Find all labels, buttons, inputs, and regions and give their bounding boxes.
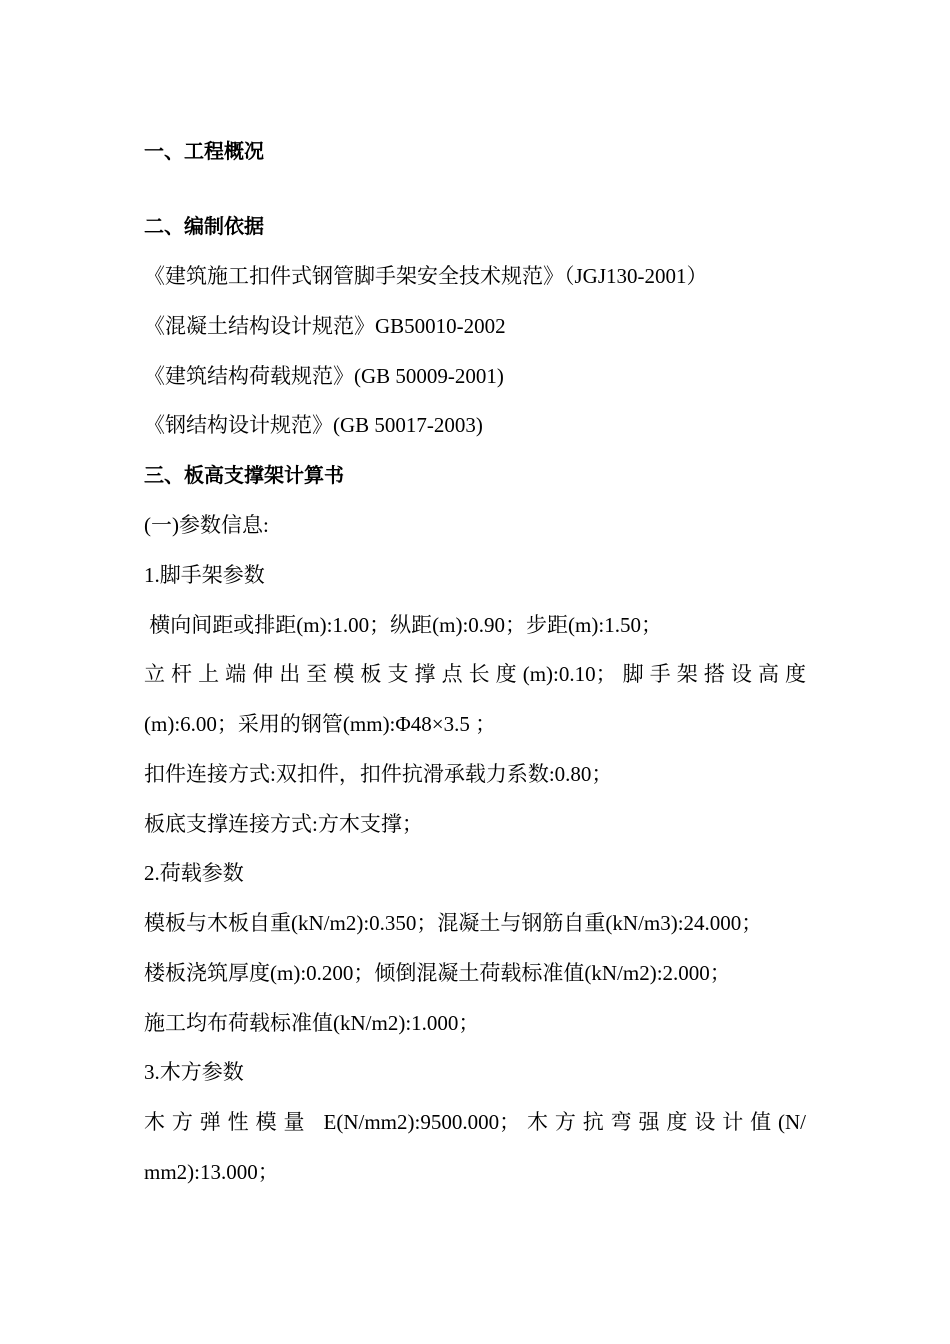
load-params-line: 楼板浇筑厚度(m):0.200；倾倒混凝土荷载标准值(kN/m2):2.000；: [144, 961, 731, 985]
scaffold-params-line: 横向间距或排距(m):1.00；纵距(m):0.90；步距(m):1.50；: [144, 613, 662, 637]
scaffold-params-line: 扣件连接方式:双扣件，扣件抗滑承载力系数:0.80；: [144, 762, 613, 786]
timber-params-line: mm2):13.000；: [144, 1160, 279, 1184]
load-params-line: 模板与木板自重(kN/m2):0.350；混凝土与钢筋自重(kN/m3):24.000；: [144, 911, 763, 935]
reference-item: 《钢结构设计规范》(GB 50017-2003): [144, 413, 483, 437]
scaffold-params-line: (m):6.00；采用的钢管(mm):Φ48×3.5 ；: [144, 712, 497, 736]
scaffold-params-line: 立杆上端伸出至模板支撑点长度(m):0.10；脚手架搭设高度: [144, 662, 806, 686]
timber-params-line: 木方弹性模量 E(N/mm2):9500.000；木方抗弯强度设计值(N/: [144, 1110, 806, 1134]
heading-basis: 二、编制依据: [144, 214, 264, 238]
reference-item: 《建筑施工扣件式钢管脚手架安全技术规范》（JGJ130-2001）: [144, 264, 708, 288]
heading-project-overview: 一、工程概况: [144, 139, 264, 163]
reference-item: 《混凝土结构设计规范》GB50010-2002: [144, 314, 506, 338]
scaffold-params-line: 板底支撑连接方式:方木支撑；: [144, 812, 423, 836]
reference-item: 《建筑结构荷载规范》(GB 50009-2001): [144, 364, 504, 388]
subsection-title-scaffold: 1.脚手架参数: [144, 563, 265, 587]
load-params-line: 施工均布荷载标准值(kN/m2):1.000；: [144, 1011, 480, 1035]
heading-calculation: 三、板高支撑架计算书: [144, 463, 344, 487]
section-title-parameters: (一)参数信息:: [144, 513, 269, 537]
subsection-title-timber: 3.木方参数: [144, 1060, 244, 1084]
subsection-title-load: 2.荷载参数: [144, 861, 244, 885]
